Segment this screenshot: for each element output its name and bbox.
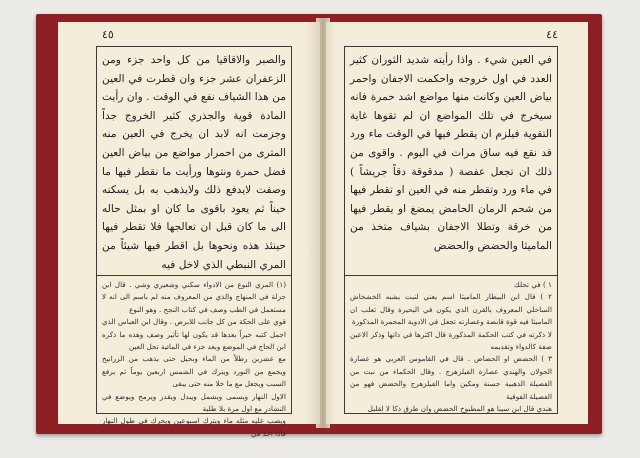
main-text: والصبر والاقاقيا من كل واحد جزء ومن الزعفران عشر جزء وان قطرت في العين من هذا الشياف نفع في الوقت . وان رأيت المادة قوية والجذري كثير الخروج جداً وجزمت انه لابد ان يخرج في العين منه المترى من احمرار مواضع من بياض العين فضل حمرة ونتوها ورأيت ما نقطر فيها ما وصفت لايدفع ذلك ولايذهب به بل يسكنه حيناً ثم يعود باقوى ما كان او بمثل حاله الى ما كان قبل ان تعالجها فلا تقطر فيها حينئذ هذه ونحوها بل اقطر فيها شيئاً من المري النبطي الذي لاخل فيه: [102, 54, 286, 271]
footnote-line: ١ ) في تحلك: [513, 280, 552, 289]
right-page-shadow: [326, 22, 336, 424]
footnote-line: ويصب عليه مثله ماء ويترك اسبوعين ويحرك في طول النهار فاذا اخذ في: [102, 416, 286, 438]
right-page: [326, 22, 588, 424]
footnote-line: لا ذكرته في كتب الحكمة المذكورة قال اكثرها في ذاتها وذكر الاعين صفة كالدواء وتقديمه: [350, 329, 552, 352]
left-page-shadow: [306, 22, 320, 424]
left-page: [58, 22, 320, 438]
text-frame: [96, 46, 292, 438]
footnotes: [345, 277, 557, 413]
footnote-line: ٢ ) قال ابن البيطار الماميثا اسم يعني لنبت يشبه الخشخاش الساحلي المعروف بالقرن الذي يكون في البحيرة وقال ثعلب ان الماميثا فيه قوة قابضة وعصارته تجعل في الادوية المحمرة المذكورة: [350, 292, 552, 327]
page-number: ٤٤: [546, 28, 558, 41]
footnote-line: الاول النهار ويسمى ويشمل ويبدل ويقدر ويرمح ويوضع في النشادر مع اول مرة بلا طلبة: [102, 391, 286, 414]
footnote-line: هندي قال ابن سينا هو المطبوخ الحضض وان طرق ذكا لا لقليل: [367, 404, 552, 414]
footnote-line: ٣ ) الحضض او الحضاض . قال في القاموس العربي هو عصارة الحولان والهندي عصارة الفيلزهرج . وقال الحكماء من نبت من الفصيلة الذهبية حسنة ومكين واما الفيلزهرج والحضض فهو من الفصيلة الفوقية: [350, 354, 552, 401]
footnote-line: قوي على الحكة من كل جانب للابرص . وقال ابن العباس الذي اجمل كتبه خيراً بعدها قد يكون لها تأثير وصف وهذه ما ذكره ابن الحاج في الموضع وبعد جزء في المائية تحل العين: [102, 317, 286, 352]
footnotes: [97, 277, 291, 438]
footnote-line: مع عشرين رطلاً من الماء وبحيل حتى يذهب من الزرانيخ ويجمع من النورد ويترك في الشمس اربعين يوماً ثم يرفع السبب ويجعل مع ما خلا منه حتى يبقى: [102, 354, 286, 389]
footnote-divider: [97, 275, 291, 276]
footnote-line: (١) المري النوع من الادواء سكني وشعيري وشي . قال ابن جزلة في المنهاج والذي من المعروف منه لم باسم الى انه لا مستعمل في الطب وصف في كتاب النجح . وهو النوع: [102, 280, 286, 314]
text-frame: [344, 46, 558, 414]
footnote-divider: [345, 275, 557, 276]
page-number: ٤٥: [102, 28, 114, 41]
main-text: في العين شيء . واذا رأيته شديد الثوران كثير العدد في اول خروجه واحكمت الاجفان واحمر بياض العين وكانت منها مواضع اشد حمرة فانه سيخرج في تلك المواضع ان لم تقوها غاية التقوية فيلزم ان يقطر فيها في الوقت ماء ورد قد نقع فيه ساق مرات في اليوم . واقوى من ذلك ان تجعل عفصة ( مدقوقة دقاً جريشاً ) في ماء ورد وتقطر منه في العين او تقطر فيها من شحم الرمان الحامض يمضغ او يقطر فيها من خرقة وتطلا الاجفان بشياف متخذ من الماميثا والحضض والحضض: [350, 54, 552, 252]
